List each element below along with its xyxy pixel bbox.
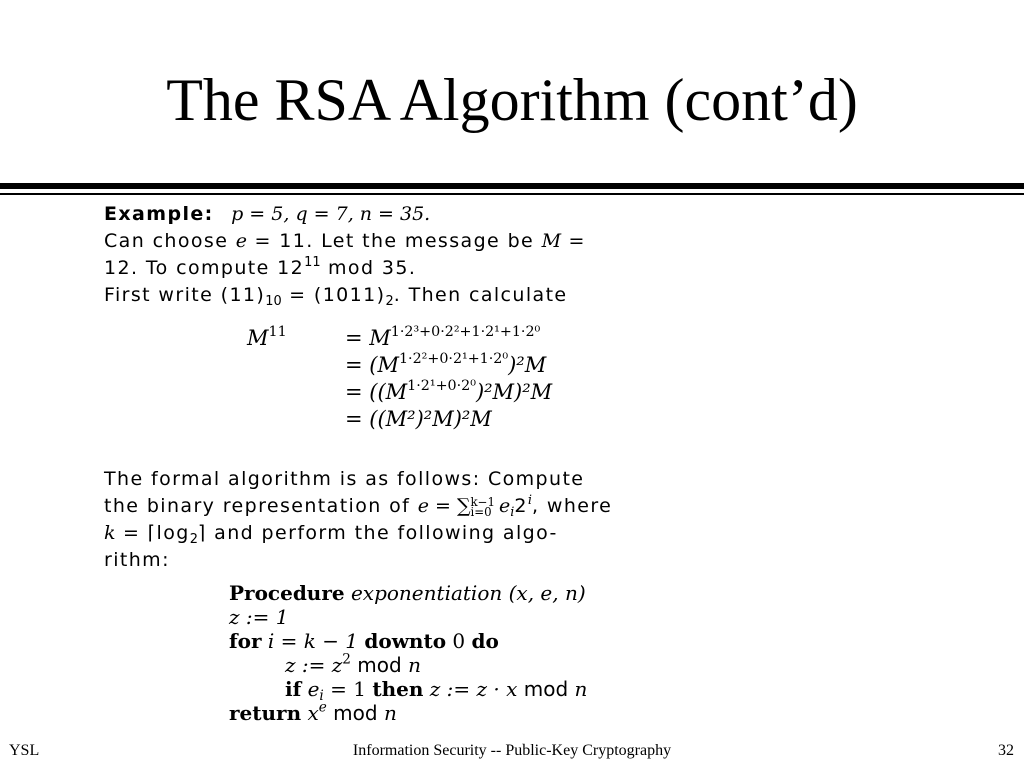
formal-sum-upper: k−1 bbox=[470, 494, 495, 509]
return-mod: mod bbox=[326, 701, 384, 725]
equation-row-1 bbox=[345, 325, 540, 351]
equation-row3-a: = ((M bbox=[345, 380, 408, 404]
for-variable: i = k − 1 bbox=[267, 629, 359, 653]
if-equals: = 1 bbox=[323, 677, 366, 701]
example-line2-text-c: = bbox=[561, 230, 586, 252]
formal-line2-sum: e = ∑ bbox=[417, 495, 471, 517]
example-line4-sub-1: 10 bbox=[265, 293, 282, 309]
keyword-procedure: Procedure bbox=[229, 581, 345, 605]
formal-line2-text-d: , where bbox=[532, 495, 613, 517]
example-line-3 bbox=[104, 255, 416, 281]
procedure-line-5 bbox=[285, 677, 588, 705]
formal-line3-sub: 2 bbox=[189, 531, 198, 547]
equation-row-2 bbox=[345, 352, 546, 378]
equation-row1-exponent: 1·2³+0·2²+1·2¹+1·2⁰ bbox=[390, 324, 541, 341]
equation-row4: = ((M²)²M)²M bbox=[345, 407, 492, 431]
square-exponent: 2 bbox=[342, 651, 351, 668]
footer-course: Information Security -- Public-Key Cryptography bbox=[352, 742, 672, 759]
procedure-line-2: z := 1 bbox=[229, 605, 289, 629]
equation-row3-b: )²M)²M bbox=[475, 380, 553, 404]
then-expression: z := z · x bbox=[429, 677, 518, 701]
square-assign: z := z bbox=[285, 653, 343, 677]
example-line3-text-a: 12. To compute 12 bbox=[104, 257, 305, 279]
title-divider-thin bbox=[0, 193, 1024, 195]
example-line4-text-c: . Then calculate bbox=[393, 284, 568, 306]
title-divider-thick bbox=[0, 183, 1024, 189]
if-variable: e bbox=[307, 677, 320, 701]
equation-row-3 bbox=[345, 379, 552, 405]
formal-line-1: The formal algorithm is as follows: Compute bbox=[104, 468, 585, 490]
example-params: p = 5, q = 7, n = 35. bbox=[231, 203, 431, 225]
equation-row-4 bbox=[345, 406, 492, 432]
formal-line3-k: k bbox=[104, 522, 116, 544]
slide-title: The RSA Algorithm (cont’d) bbox=[166, 67, 858, 133]
formal-line2-e-sub: i bbox=[510, 504, 515, 520]
equation-row2-b: )²M bbox=[508, 353, 547, 377]
formal-line2-two: 2 bbox=[514, 495, 528, 517]
return-n: n bbox=[383, 701, 397, 725]
formal-line2-e: e bbox=[499, 495, 511, 517]
return-x: x bbox=[307, 701, 319, 725]
procedure-args: (x, e, n) bbox=[508, 581, 586, 605]
equation-row3-exponent: 1·2¹+0·2⁰ bbox=[407, 378, 476, 395]
example-line3-text-b: mod 35. bbox=[320, 257, 417, 279]
keyword-do: do bbox=[471, 629, 499, 653]
example-line2-text-a: Can choose bbox=[104, 230, 229, 252]
keyword-for: for bbox=[229, 629, 262, 653]
keyword-if: if bbox=[285, 677, 302, 701]
return-exponent: e bbox=[318, 699, 327, 716]
equation-lhs bbox=[247, 325, 287, 351]
then-mod: mod bbox=[517, 677, 575, 701]
footer-author: YSL bbox=[9, 742, 40, 759]
equation-row2-a: = (M bbox=[345, 353, 399, 377]
for-end: 0 bbox=[452, 629, 466, 653]
footer-page-number: 32 bbox=[998, 742, 1014, 759]
keyword-return: return bbox=[229, 701, 302, 725]
keyword-downto: downto bbox=[364, 629, 447, 653]
equation-lhs-base: M bbox=[247, 326, 269, 350]
example-line2-text-b: = 11. Let the message be bbox=[247, 230, 542, 252]
example-line-2 bbox=[104, 228, 586, 254]
example-line3-exponent: 11 bbox=[304, 255, 321, 270]
procedure-line-4 bbox=[285, 653, 421, 677]
then-n: n bbox=[574, 677, 588, 701]
keyword-then: then bbox=[372, 677, 424, 701]
example-line-4 bbox=[104, 282, 568, 308]
square-mod: mod bbox=[350, 653, 409, 677]
equation-row2-exponent: 1·2²+0·2¹+1·2⁰ bbox=[398, 351, 509, 368]
procedure-line-3 bbox=[229, 629, 499, 653]
formal-line3-text-a: = ⌈log bbox=[115, 522, 190, 544]
square-n: n bbox=[408, 653, 421, 677]
formal-line2-two-exp: i bbox=[527, 493, 533, 508]
example-heading: Example: bbox=[104, 203, 214, 225]
formal-line-4: rithm: bbox=[104, 549, 170, 571]
if-variable-sub: i bbox=[319, 688, 324, 705]
equation-lhs-exponent: 11 bbox=[268, 324, 287, 341]
formal-line-2 bbox=[104, 493, 612, 519]
example-line2-M: M bbox=[541, 230, 562, 252]
procedure-name: exponentiation bbox=[350, 581, 503, 605]
equation-row1-base: = M bbox=[345, 326, 391, 350]
formal-line3-text-b: ⌉ and perform the following algo- bbox=[197, 522, 558, 544]
example-line-1 bbox=[104, 201, 430, 227]
procedure-line-1 bbox=[229, 581, 586, 605]
example-line4-text-b: = (1011) bbox=[281, 284, 386, 306]
formal-line2-text-a: the binary representation of bbox=[104, 495, 411, 517]
example-line4-sub-2: 2 bbox=[385, 293, 394, 309]
procedure-line-6 bbox=[229, 701, 397, 725]
formal-line-3 bbox=[104, 520, 558, 546]
formal-sum-lower: i=0 bbox=[470, 504, 492, 519]
example-line4-text-a: First write (11) bbox=[104, 284, 266, 306]
example-line2-e: e bbox=[235, 230, 248, 252]
